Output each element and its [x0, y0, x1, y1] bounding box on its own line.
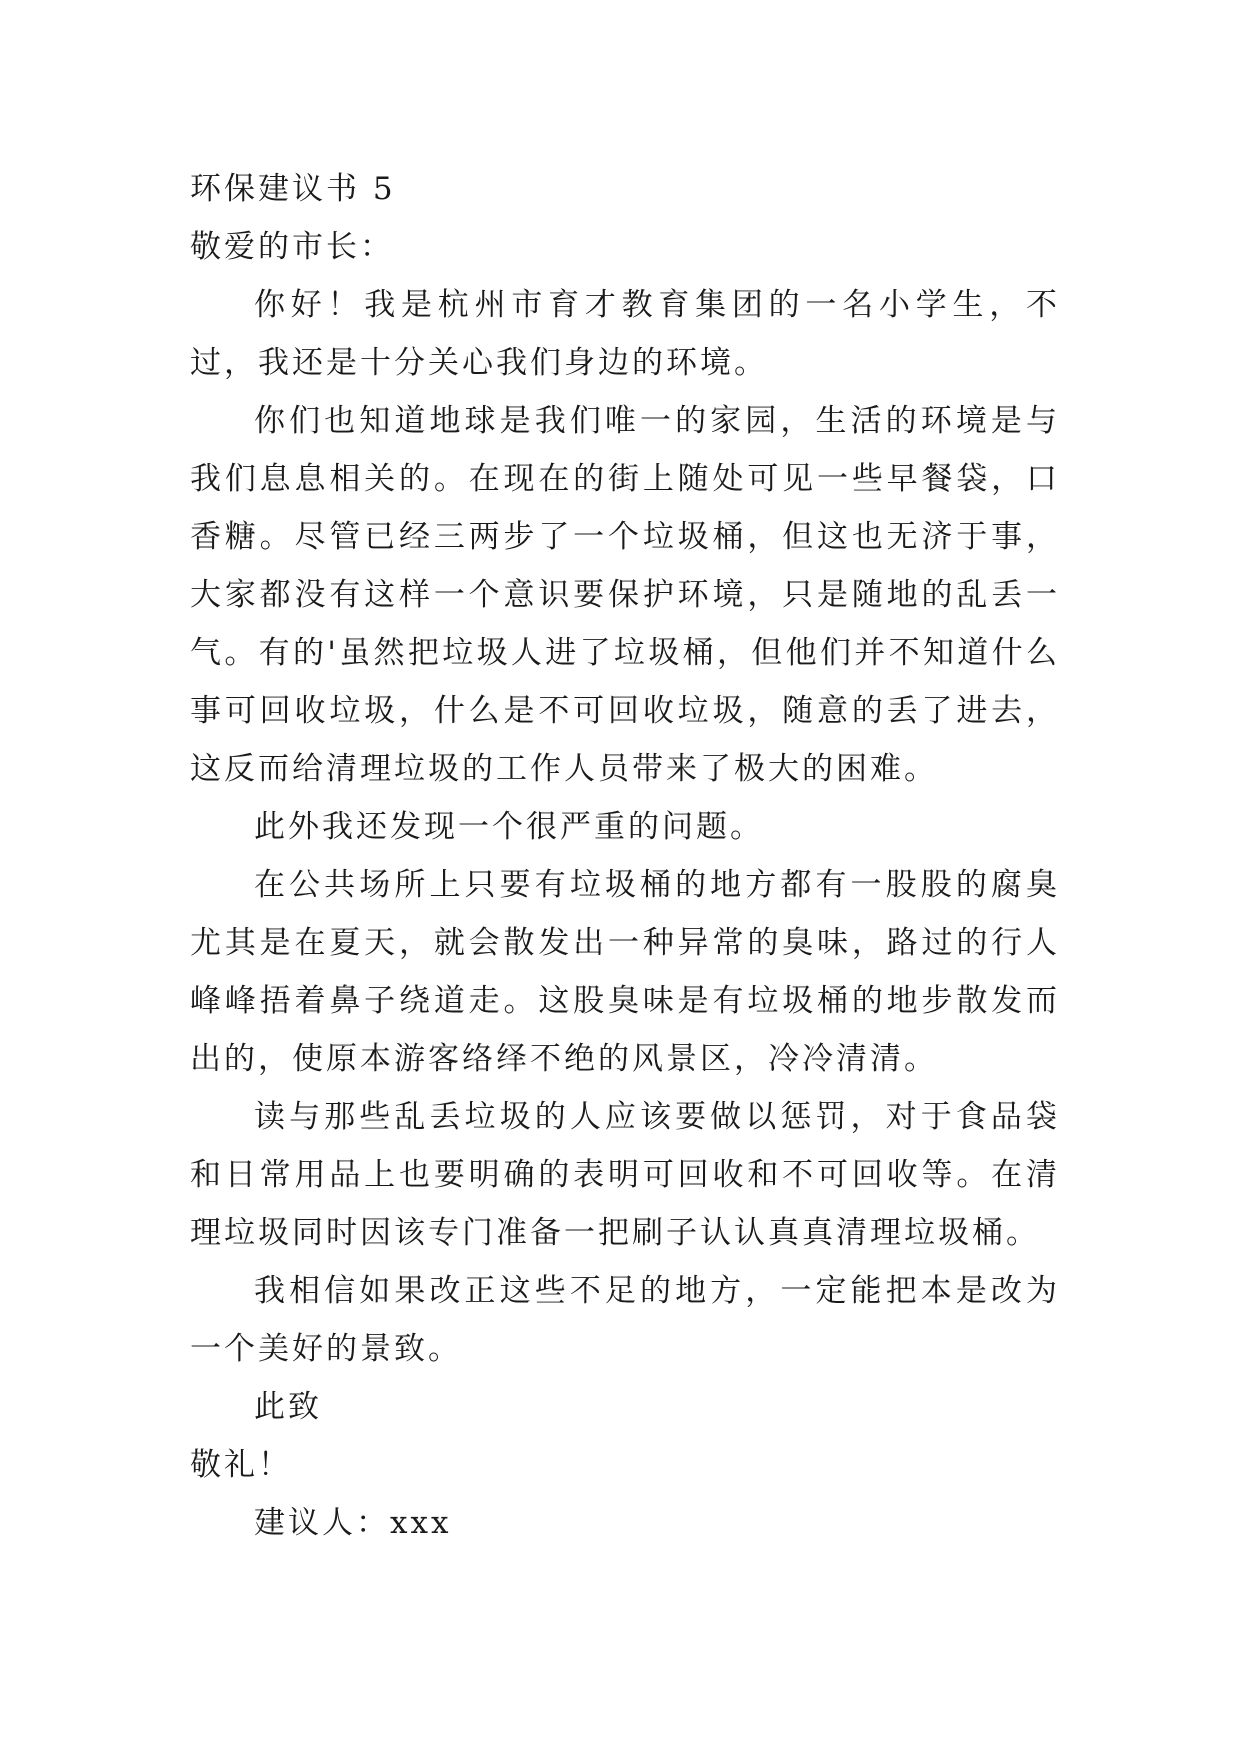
salutation: 敬爱的市长：	[190, 229, 394, 265]
paragraph-problem-litter: 你们也知道地球是我们唯一的家园，生活的环境是与我们息息相关的。在现在的街上随处可见一些早餐袋，口香糖。尽管已经三两步了一个垃圾桶，但这也无济于事，大家都没有这样一个意识要保护环境，只是随地的乱丢一气。有的'虽然把垃圾人进了垃圾桶，但他们并不知道什么事可回收垃圾，什么是不可回收垃圾，随意的丢了进去，这反而给清理垃圾的工作人员带来了极大的困难。	[190, 403, 1060, 787]
closing-ci-zhi: 此致	[254, 1389, 322, 1425]
paragraph-another-problem: 此外我还发现一个很严重的问题。	[254, 809, 764, 845]
closing-jing-li: 敬礼！	[190, 1447, 292, 1483]
signature: 建议人：xxx	[254, 1505, 452, 1541]
paragraph-odor: 在公共场所上只要有垃圾桶的地方都有一股股的腐臭尤其是在夏天，就会散发出一种异常的臭味，路过的行人峰峰捂着鼻子绕道走。这股臭味是有垃圾桶的地步散发而出的，使原本游客络绎不绝的风景区，冷冷清清。	[190, 867, 1060, 1077]
paragraph-suggestions: 读与那些乱丢垃圾的人应该要做以惩罚，对于食品袋和日常用品上也要明确的表明可回收和不可回收等。在清理垃圾同时因该专门准备一把刷子认认真真清理垃圾桶。	[190, 1099, 1060, 1251]
paragraph-greeting: 你好！我是杭州市育才教育集团的一名小学生，不过，我还是十分关心我们身边的环境。	[190, 287, 1060, 381]
document-title: 环保建议书 5	[190, 171, 396, 207]
paragraph-conclusion: 我相信如果改正这些不足的地方，一定能把本是改为一个美好的景致。	[190, 1273, 1060, 1367]
letter-body	[190, 160, 1060, 1552]
